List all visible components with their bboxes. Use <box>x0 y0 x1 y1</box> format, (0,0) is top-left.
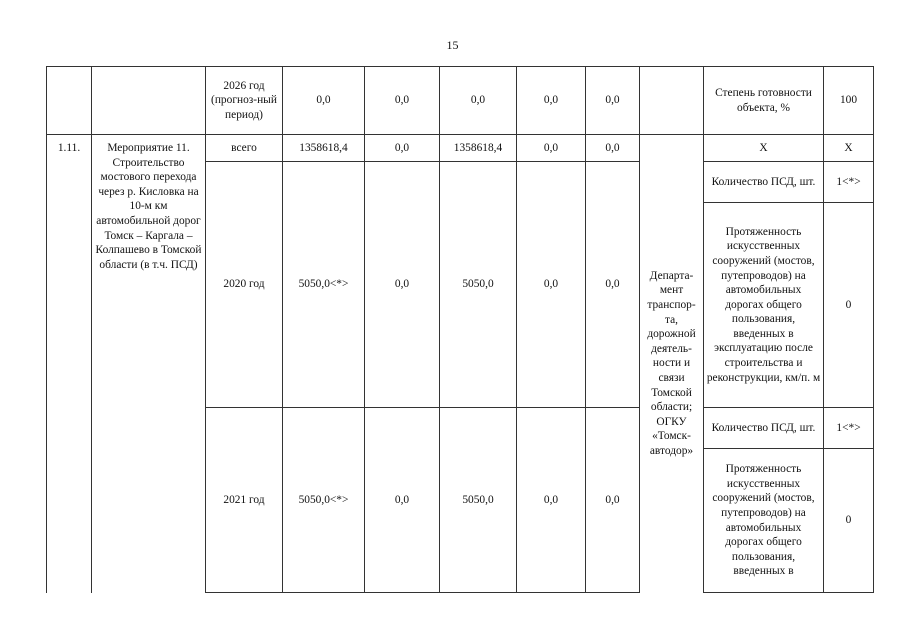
indicator-name-cell: Протяженность искусственных сооружений (мостов, путепроводов) на автомобильных дорогах общего пользования, введенных в <box>704 449 824 593</box>
funding-regional-cell: 5050,0 <box>440 408 517 593</box>
table-row-total <box>47 135 874 162</box>
executor-cell: Департа-мент транспор-та, дорожной деятель-ности и связи Томской области; ОГКУ «Томск-автодор» <box>640 135 704 593</box>
funding-local-cell: 0,0 <box>517 408 586 593</box>
funding-regional-cell: 1358618,4 <box>440 135 517 162</box>
funding-local-cell: 0,0 <box>517 67 586 135</box>
indicator-name-cell: Х <box>704 135 824 162</box>
indicator-value-cell: 100 <box>824 67 874 135</box>
funding-other-cell: 0,0 <box>586 67 640 135</box>
indicator-name-cell: Степень готовности объекта, % <box>704 67 824 135</box>
indicator-name-cell: Количество ПСД, шт. <box>704 408 824 449</box>
funding-regional-cell: 0,0 <box>440 67 517 135</box>
indicator-value-cell: 0 <box>824 449 874 593</box>
funding-federal-cell: 0,0 <box>365 408 440 593</box>
period-cell: 2021 год <box>206 408 283 593</box>
indicator-value-cell: Х <box>824 135 874 162</box>
indicator-name-cell: Протяженность искусственных сооружений (мостов, путепроводов) на автомобильных дорогах общего пользования, введенных в эксплуатацию после строительства и реконструкции, км/п. м <box>704 203 824 408</box>
funding-other-cell: 0,0 <box>586 162 640 408</box>
funding-total-cell: 5050,0<*> <box>283 162 365 408</box>
indicator-value-cell: 0 <box>824 203 874 408</box>
funding-local-cell: 0,0 <box>517 162 586 408</box>
page-number: 15 <box>446 38 459 52</box>
indicator-name-cell: Количество ПСД, шт. <box>704 162 824 203</box>
funding-federal-cell: 0,0 <box>365 162 440 408</box>
funding-total-cell: 0,0 <box>283 67 365 135</box>
funding-federal-cell: 0,0 <box>365 67 440 135</box>
period-cell: всего <box>206 135 283 162</box>
funding-other-cell: 0,0 <box>586 408 640 593</box>
activity-name-cell-empty <box>92 67 206 135</box>
funding-total-cell: 1358618,4 <box>283 135 365 162</box>
funding-regional-cell: 5050,0 <box>440 162 517 408</box>
funding-other-cell: 0,0 <box>586 135 640 162</box>
program-table <box>46 66 874 593</box>
activity-name-cell: Мероприятие 11. Строительство мостового перехода через р. Кисловка на 10-м км автомобильной дорог Томск – Каргала – Колпашево в Томской области (в т.ч. ПСД) <box>92 135 206 593</box>
indicator-value-cell: 1<*> <box>824 408 874 449</box>
funding-local-cell: 0,0 <box>517 135 586 162</box>
funding-federal-cell: 0,0 <box>365 135 440 162</box>
activity-number-cell: 1.11. <box>47 135 92 593</box>
row-number-cell-empty <box>47 67 92 135</box>
funding-total-cell: 5050,0<*> <box>283 408 365 593</box>
executor-cell-empty <box>640 67 704 135</box>
indicator-value-cell: 1<*> <box>824 162 874 203</box>
period-cell: 2020 год <box>206 162 283 408</box>
table-row-2026 <box>47 67 874 135</box>
period-cell: 2026 год (прогноз-ный период) <box>206 67 283 135</box>
